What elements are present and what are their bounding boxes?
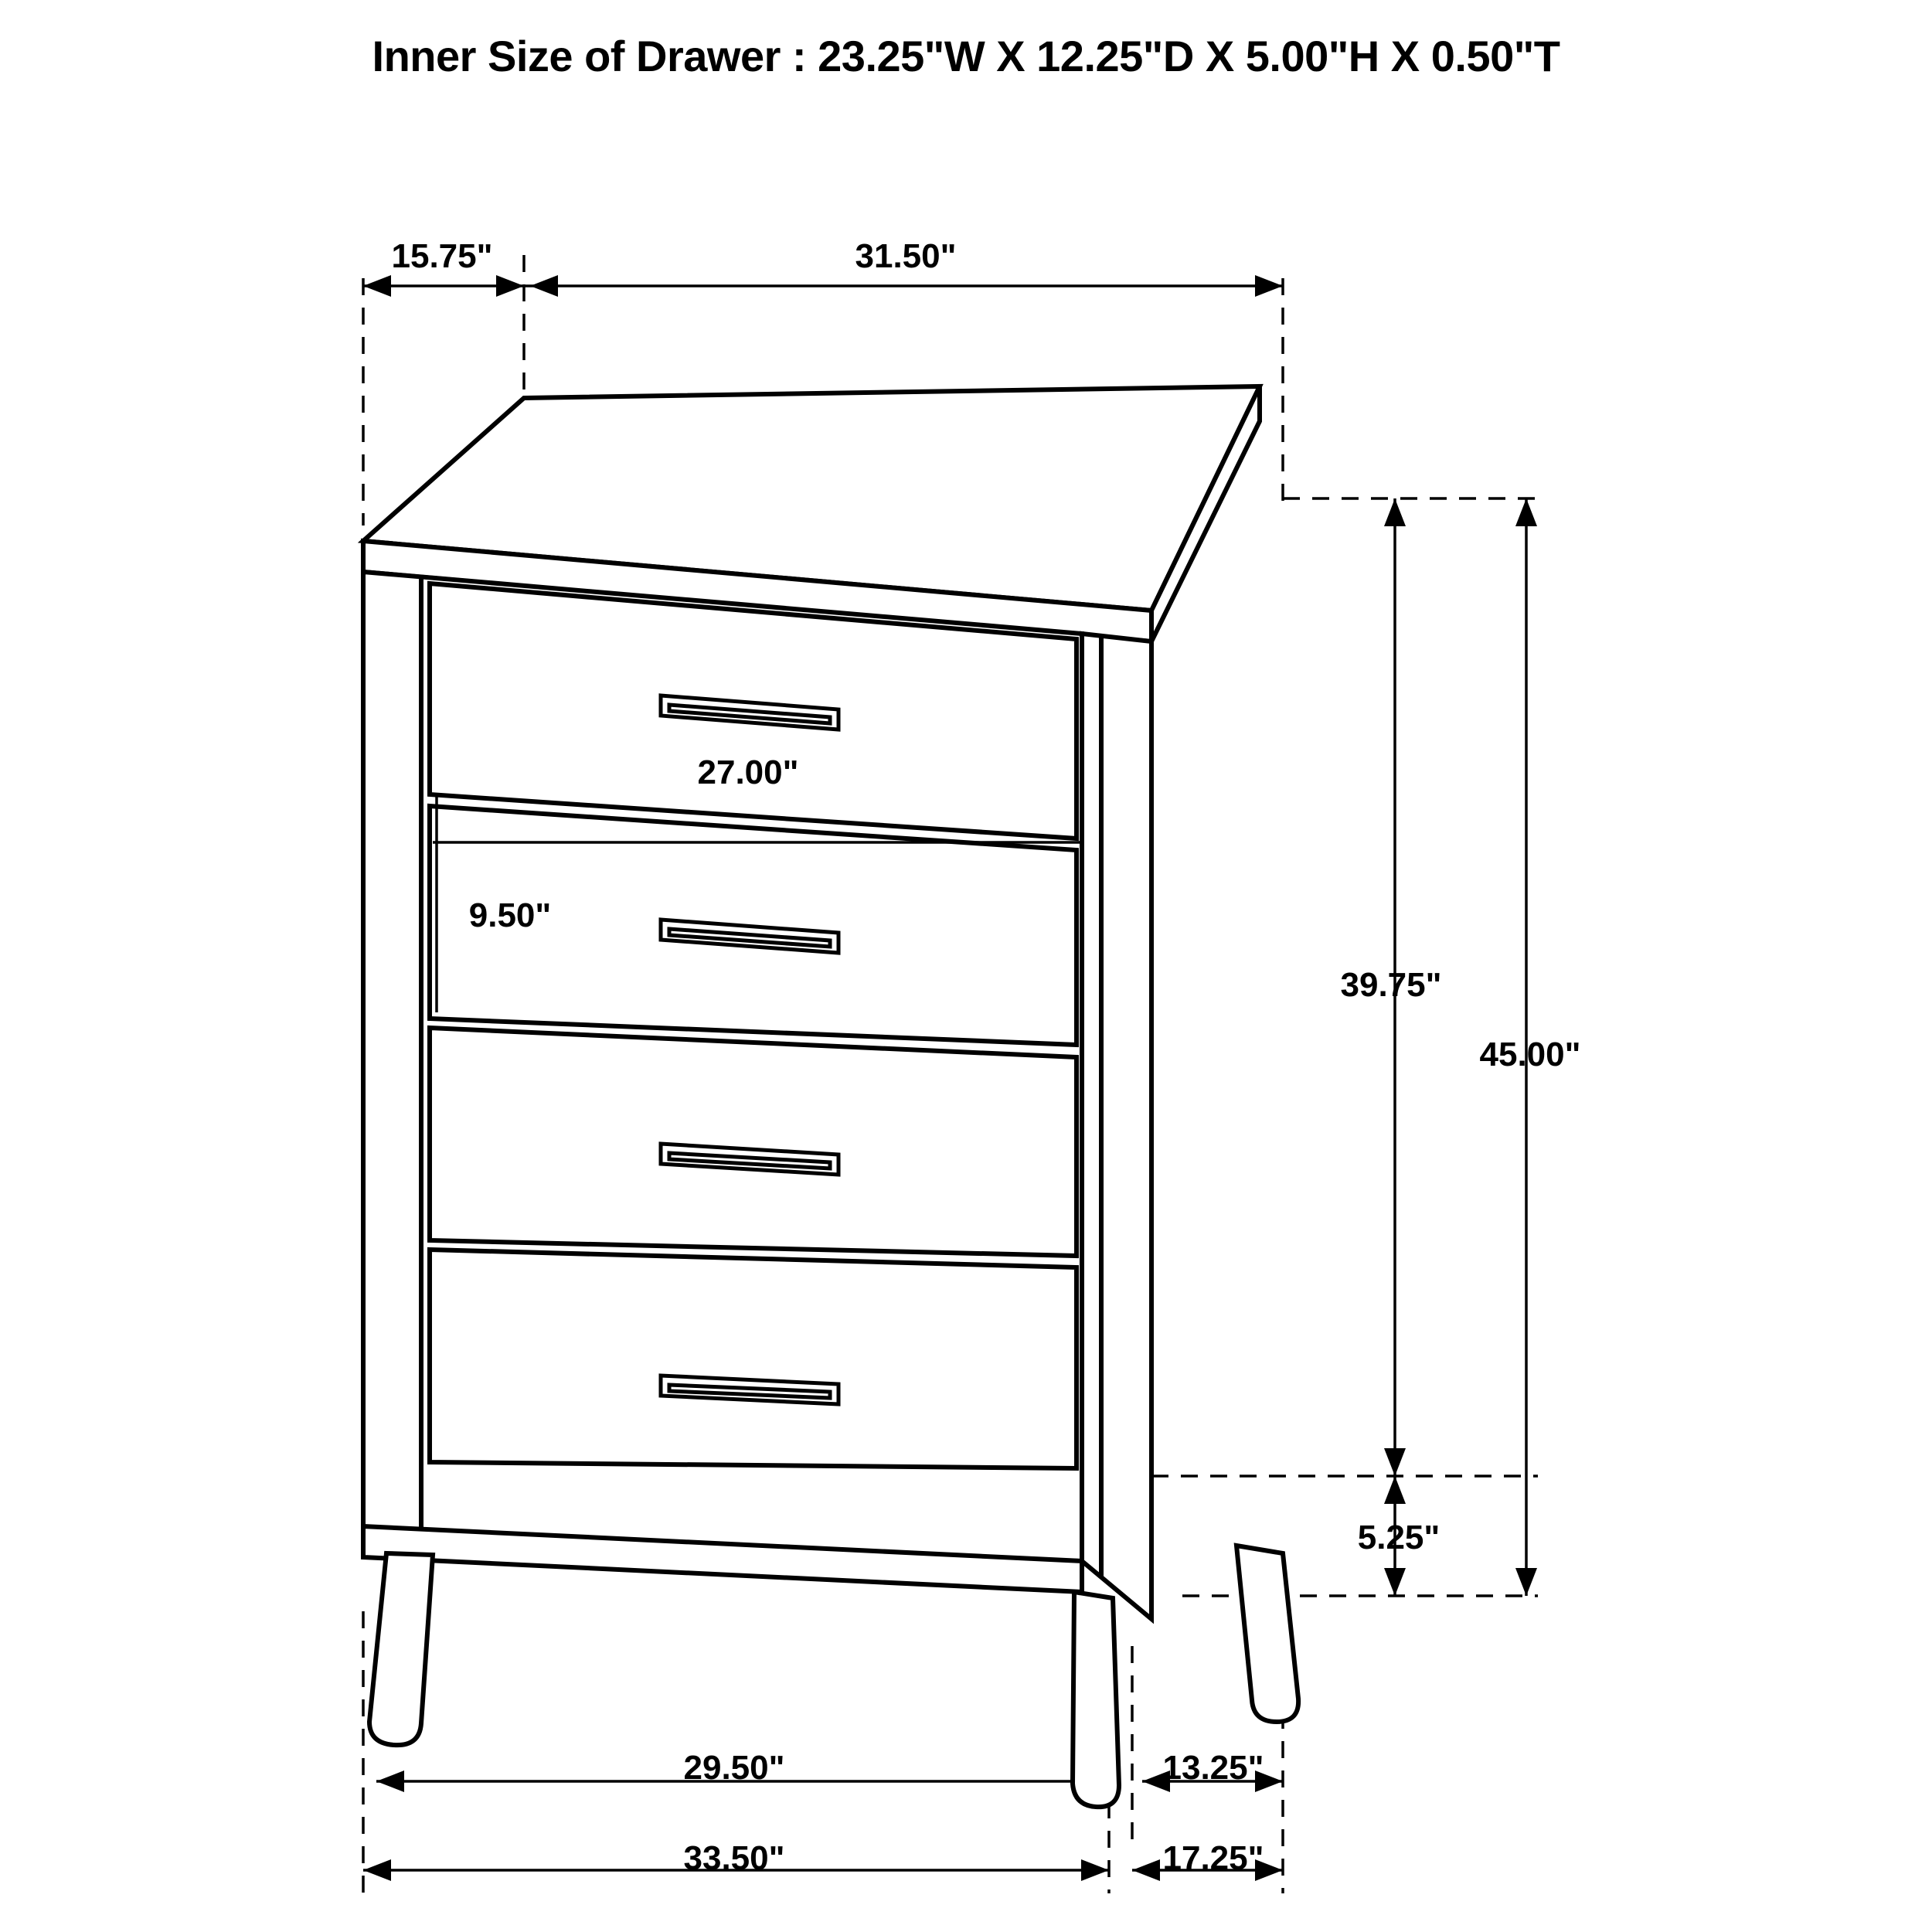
dim-label-drawer-height: 9.50" — [468, 896, 552, 934]
dim-label-width-top: 31.50" — [855, 237, 957, 275]
dim-label-drawer-width: 27.00" — [697, 753, 799, 791]
dim-label-depth-top: 15.75" — [391, 237, 493, 275]
page-title: Inner Size of Drawer : 23.25"W X 12.25"D X 5.00"H X 0.50"T — [372, 32, 1560, 80]
dim-label-overall-height: 45.00" — [1479, 1036, 1581, 1073]
dim-label-base-depth: 13.25" — [1162, 1749, 1264, 1787]
dim-label-overall-depth: 17.25" — [1162, 1839, 1264, 1877]
dim-label-leg-height: 5.25" — [1357, 1519, 1440, 1556]
dim-label-body-height: 39.75" — [1340, 966, 1442, 1004]
dim-label-overall-width: 33.50" — [683, 1839, 785, 1877]
dim-label-base-front-width: 29.50" — [683, 1749, 785, 1787]
